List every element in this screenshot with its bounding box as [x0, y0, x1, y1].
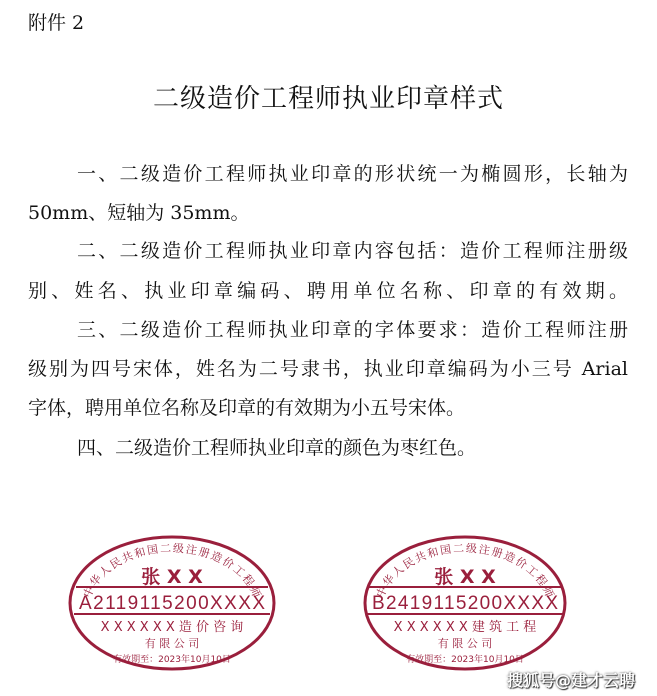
seal-validity: 有效期至：2023年10月10日 [113, 655, 231, 665]
seal-name: 张 X X [141, 566, 203, 588]
page-title: 二级造价工程师执业印章样式 [152, 84, 504, 114]
paragraph-2-line-2: 别、姓名、执业印章编码、聘用单位名称、印章的有效期。 [28, 280, 628, 302]
paragraph-1-line-1: 一、二级造价工程师执业印章的形状统一为椭圆形，长轴为 [77, 163, 628, 185]
seal-company-line-1: X X X X X X 造 价 咨 询 [100, 620, 244, 635]
seal-code: A2119115200XXXX [79, 593, 265, 614]
paragraph-3-line-2: 级别为四号宋体，姓名为二号隶书，执业印章编码为小三号 Arial [28, 358, 628, 380]
seal-arc-text: 中华人民共和国二级注册造价工程师 [373, 541, 557, 600]
paragraph-4-line-1: 四、二级造价工程师执业印章的颜色为枣红色。 [77, 437, 477, 459]
attachment-label: 附件 2 [28, 12, 85, 34]
paragraph-1-line-2: 50mm、短轴为 35mm。 [28, 202, 250, 224]
paragraph-3-line-1: 三、二级造价工程师执业印章的字体要求：造价工程师注册 [77, 319, 628, 341]
seal-sample-b [359, 530, 571, 676]
seal-company-line-2: 有 限 公 司 [437, 637, 493, 650]
seal-company-line-1: X X X X X X 建 筑 工 程 [393, 620, 537, 635]
watermark: 搜狐号@建才云聘 [506, 671, 635, 690]
seal-code: B2419115200XXXX [372, 593, 558, 614]
paragraph-3-line-3: 字体，聘用单位名称及印章的有效期为小五号宋体。 [28, 397, 466, 419]
seal-company-line-2: 有 限 公 司 [144, 637, 200, 650]
seal-validity: 有效期至：2023年10月10日 [406, 655, 524, 665]
seal-arc-text: 中华人民共和国二级注册造价工程师 [80, 541, 264, 600]
seal-sample-a [66, 530, 278, 676]
paragraph-2-line-1: 二、二级造价工程师执业印章内容包括：造价工程师注册级 [77, 240, 628, 262]
seal-name: 张 X X [434, 566, 496, 588]
